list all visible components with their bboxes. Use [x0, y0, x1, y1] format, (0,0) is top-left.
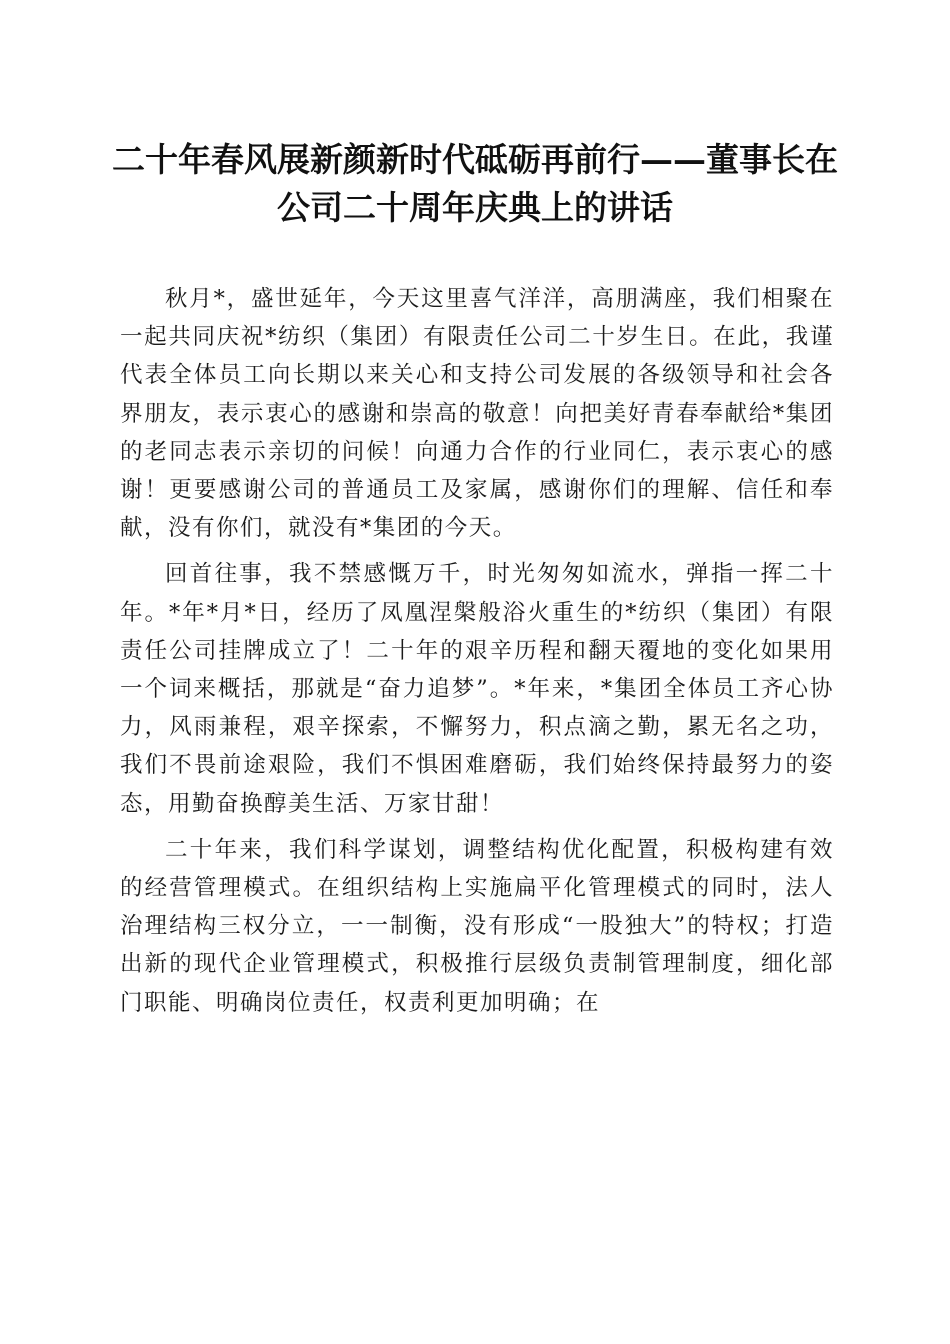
- document-body: [120, 280, 834, 1022]
- paragraph-management: 二十年来，我们科学谋划，调整结构优化配置，积极构建有效的经营管理模式。在组织结构上实施扁平化管理模式的同时，法人治理结构三权分立，一一制衡，没有形成“一股独大”的特权；打造出新的现代企业管理模式，积极推行层级负责制管理制度，细化部门职能、明确岗位责任，权责利更加明确；在: [120, 836, 834, 1016]
- paragraph-retrospect: 回首往事，我不禁感慨万千，时光匆匆如流水，弹指一挥二十年。*年*月*日，经历了凤凰涅槃般浴火重生的*纺织（集团）有限责任公司挂牌成立了！二十年的艰辛历程和翻天覆地的变化如果用一个词来概括，那就是“奋力追梦”。*年来，*集团全体员工齐心协力，风雨兼程，艰辛探索，不懈努力，积点滴之勤，累无名之功，我们不畏前途艰险，我们不惧困难磨砺，我们始终保持最努力的姿态，用勤奋换醇美生活、万家甘甜！: [120, 561, 834, 817]
- document-title: 二十年春风展新颜新时代砥砺再前行——董事长在公司二十周年庆典上的讲话: [112, 140, 838, 227]
- paragraph-opening: 秋月*，盛世延年，今天这里喜气洋洋，高朋满座，我们相聚在一起共同庆祝*纺织（集团）有限责任公司二十岁生日。在此，我谨代表全体员工向长期以来关心和支持公司发展的各级领导和社会各界朋友，表示衷心的感谢和崇高的敬意！向把美好青春奉献给*集团的老同志表示亲切的问候！向通力合作的行业同仁，表示衷心的感谢！更要感谢公司的普通员工及家属，感谢你们的理解、信任和奉献，没有你们，就没有*集团的今天。: [120, 286, 834, 542]
